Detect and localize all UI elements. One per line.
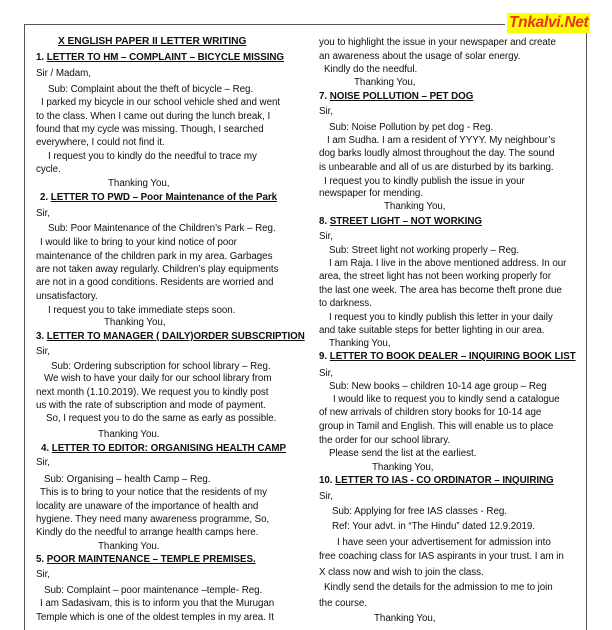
- body-text-line: I have seen your advertisement for admission into: [337, 537, 551, 548]
- body-text-line: of new arrivals of children story books for 10-14 age: [319, 407, 542, 418]
- salutation: Sir,: [36, 569, 50, 580]
- subject-line: Sub: Applying for free IAS classes - Reg.: [332, 506, 507, 517]
- body-text-line: Kindly send the details for the admission to me to join: [324, 582, 553, 593]
- letter-title: LETTER TO MANAGER ( DAILY)ORDER SUBSCRIPTION: [46, 331, 305, 342]
- salutation: Sir,: [36, 457, 50, 468]
- body-text-line: are not taken away regularly. Children’s play equipments: [36, 264, 279, 275]
- letter-title: LETTER TO PWD – Poor Maintenance of the Park: [50, 192, 278, 203]
- body-text-line: unsatisfactory.: [36, 291, 98, 302]
- body-text-line: and take suitable steps for better lighting in our area.: [319, 325, 545, 336]
- body-text-line: I am Sadasivam, this is to inform you that the Murugan: [40, 598, 275, 609]
- letter-title: POOR MAINTENANCE – TEMPLE PREMISES.: [46, 554, 256, 565]
- salutation: Sir / Madam,: [36, 68, 91, 79]
- closing-line: Thanking You.: [98, 541, 160, 552]
- letter-heading: [36, 51, 284, 65]
- body-text-line: an awareness about the usage of solar energy.: [319, 51, 521, 62]
- reference-line: Ref: Your advt. in “The Hindu” dated 12.9.2019.: [332, 521, 535, 532]
- letter-heading: [319, 350, 576, 364]
- letter-heading: [41, 442, 286, 456]
- salutation: Sir,: [36, 208, 50, 219]
- letter-number: 3.: [36, 331, 45, 342]
- body-text-line: everywhere, I could not find it.: [36, 137, 165, 148]
- letter-number: 10.: [319, 475, 333, 486]
- closing-line: Thanking You,: [372, 462, 434, 473]
- body-text-line: the order for our school library.: [319, 435, 451, 446]
- body-text-line: us with the rate of subscription and mode of payment.: [36, 400, 266, 411]
- body-text-line: next month (1.10.2019). We request you to kindly post: [36, 387, 269, 398]
- closing-line: Thanking You,: [374, 613, 436, 624]
- body-text-line: maintenance of the children park in my area. Garbages: [36, 251, 273, 262]
- body-text-line: We wish to have your daily for our school library from: [44, 373, 272, 384]
- body-text-line: I request you to kindly publish this letter in your daily: [329, 312, 553, 323]
- letter-title: LETTER TO BOOK DEALER – INQUIRING BOOK LIST: [329, 351, 576, 362]
- letter-heading: [36, 553, 256, 567]
- body-text-line: the course.: [319, 598, 367, 609]
- body-text-line: is unbearable and all of us are disturbed by its barking.: [319, 162, 554, 173]
- letter-title: NOISE POLLUTION – PET DOG: [329, 91, 474, 102]
- body-text-line: I am Sudha. I am a resident of YYYY. My neighbour’s: [327, 135, 556, 146]
- body-text-line: hygiene. They need many awareness programme, So,: [36, 514, 270, 525]
- body-text-line: are not in a good conditions. Residents are worried and: [36, 277, 274, 288]
- body-text-line: X class now and wish to join the class.: [319, 567, 484, 578]
- body-text-line: locality are unaware of the importance of health and: [36, 501, 259, 512]
- letter-number: 8.: [319, 216, 328, 227]
- site-logo: Tnkalvi.Net: [509, 14, 589, 31]
- body-text-line: I request you to kindly publish the issue in your: [324, 176, 525, 187]
- body-text-line: cycle.: [36, 164, 61, 175]
- body-text-line: dog barks loudly almost throughout the day. The sound: [319, 148, 555, 159]
- body-text-line: Please send the list at the earliest.: [329, 448, 477, 459]
- subject-line: Sub: Poor Maintenance of the Children’s Park – Reg.: [48, 223, 276, 234]
- body-text-line: I am Raja. I live in the above mentioned address. In our: [329, 258, 567, 269]
- body-text-line: group in Tamil and English. This will enable us to place: [319, 421, 554, 432]
- body-text-line: I parked my bicycle in our school vehicle shed and went: [41, 97, 281, 108]
- subject-line: Sub: Street light not working properly – Reg.: [329, 245, 519, 256]
- page-border-right: [586, 24, 587, 630]
- subject-line: Sub: Ordering subscription for school library – Reg.: [51, 361, 271, 372]
- closing-line: Thanking You,: [108, 178, 170, 189]
- subject-line: Sub: Organising – health Camp – Reg.: [44, 474, 211, 485]
- body-text-line: I request you to take immediate steps soon.: [48, 305, 236, 316]
- letter-heading: [319, 474, 554, 488]
- salutation: Sir,: [319, 106, 333, 117]
- letter-title: STREET LIGHT – NOT WORKING: [329, 216, 482, 227]
- subject-line: Sub: Complaint – poor maintenance –temple- Reg.: [44, 585, 263, 596]
- letter-number: 2.: [40, 192, 49, 203]
- subject-line: Sub: Noise Pollution by pet dog - Reg.: [329, 122, 494, 133]
- letter-title: LETTER TO HM – COMPLAINT – BICYCLE MISSING: [46, 52, 284, 63]
- body-text-line: So, I request you to do the same as early as possible.: [46, 413, 277, 424]
- document-title: X ENGLISH PAPER II LETTER WRITING: [58, 36, 247, 47]
- letter-title: LETTER TO EDITOR: ORGANISING HEALTH CAMP: [51, 443, 286, 454]
- letter-number: 9.: [319, 351, 328, 362]
- body-text-line: I would like to request you to kindly send a catalogue: [333, 394, 560, 405]
- body-text-line: the last one week. The area has become theft prone due: [319, 285, 562, 296]
- subject-line: Sub: New books – children 10-14 age group – Reg: [329, 381, 547, 392]
- body-text-line: I would like to bring to your kind notice of poor: [40, 237, 237, 248]
- letter-heading: [36, 330, 305, 344]
- letter-title: LETTER TO IAS - CO ORDINATOR – INQUIRING: [335, 475, 554, 486]
- letter-number: 4.: [41, 443, 50, 454]
- body-text-line: found that my cycle was missing. Though, I searched: [36, 124, 264, 135]
- body-text-line: to the class. When I came out during the lunch break, I: [36, 111, 271, 122]
- body-text-line: to darkness.: [319, 298, 372, 309]
- closing-line: Thanking You,: [104, 317, 166, 328]
- closing-line: Thanking You.: [98, 429, 160, 440]
- salutation: Sir,: [319, 491, 333, 502]
- letter-number: 1.: [36, 52, 45, 63]
- body-text-line: newspaper for mending.: [319, 188, 424, 199]
- letter-heading: [319, 90, 473, 104]
- letter-heading: [319, 215, 482, 229]
- page-border-top: [24, 24, 505, 25]
- letter-number: 5.: [36, 554, 45, 565]
- salutation: Sir,: [36, 346, 50, 357]
- letter-heading: [40, 191, 277, 205]
- body-text-line: area, the street light has not been working properly for: [319, 271, 551, 282]
- body-text-line: you to highlight the issue in your newspaper and create: [319, 37, 556, 48]
- salutation: Sir,: [319, 368, 333, 379]
- closing-line: Thanking You,: [384, 201, 446, 212]
- body-text-line: This is to bring to your notice that the residents of my: [40, 487, 267, 498]
- subject-line: Sub: Complaint about the theft of bicycle – Reg.: [48, 84, 254, 95]
- body-text-line: I request you to kindly do the needful to trace my: [48, 151, 257, 162]
- body-text-line: Kindly do the needful.: [324, 64, 418, 75]
- letter-number: 7.: [319, 91, 328, 102]
- closing-line: Thanking You,: [354, 77, 416, 88]
- page-border-left: [24, 24, 25, 630]
- closing-line: Thanking You,: [329, 338, 391, 349]
- body-text-line: free coaching class for IAS aspirants in your trust. I am in: [319, 551, 564, 562]
- salutation: Sir,: [319, 231, 333, 242]
- body-text-line: Kindly do the needful to arrange health camps here.: [36, 527, 259, 538]
- body-text-line: Temple which is one of the oldest temples in my area. It: [36, 612, 274, 623]
